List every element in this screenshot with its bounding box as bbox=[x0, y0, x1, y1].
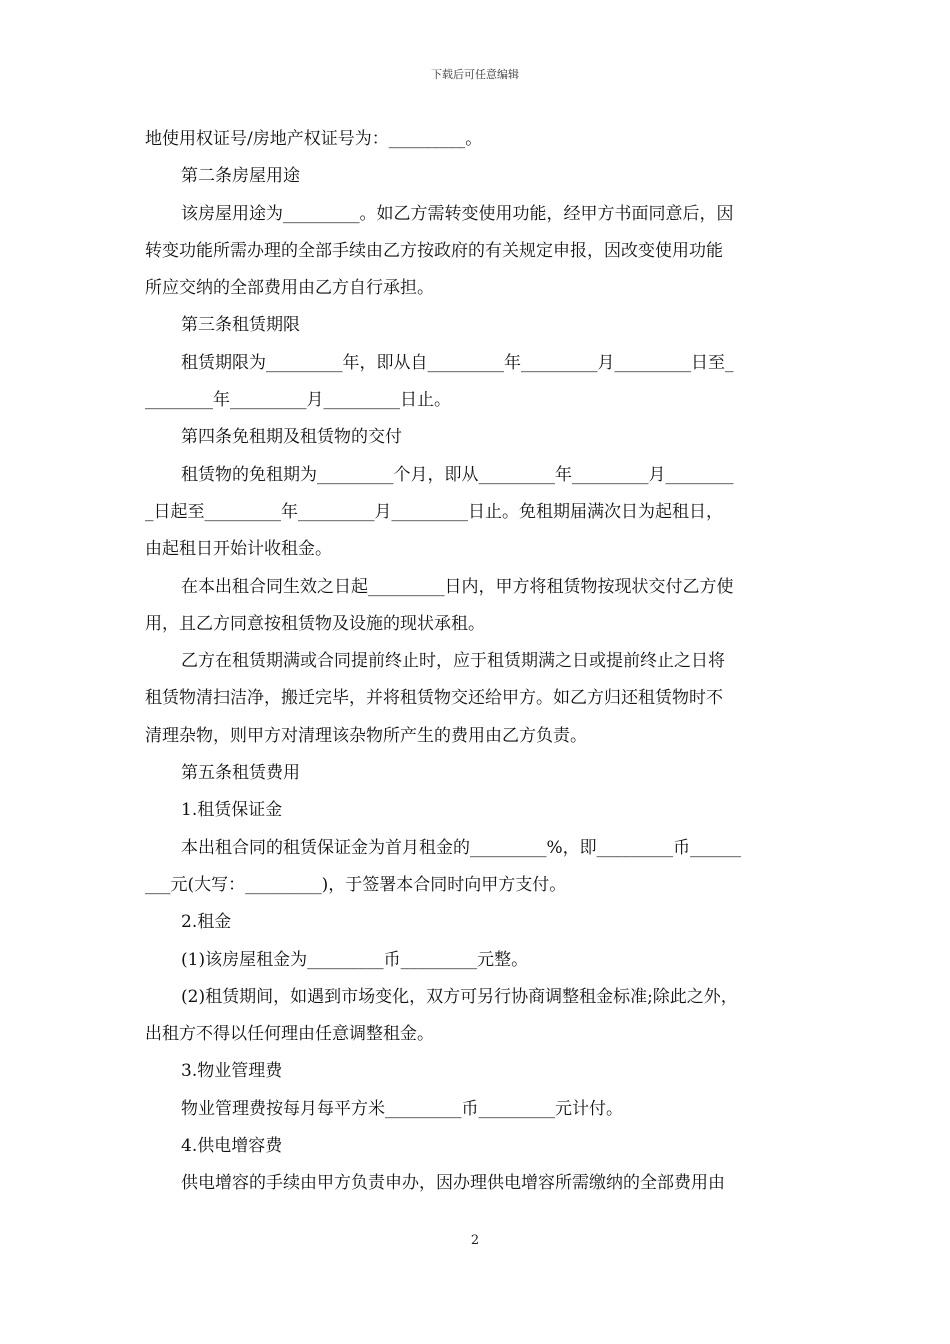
text-line: 第五条租赁费用 bbox=[181, 763, 300, 784]
text-line: (2)租赁期间，如遇到市场变化，双方可另行协商调整租金标准;除此之外， bbox=[181, 986, 738, 1007]
text-line: 4.供电增容费 bbox=[181, 1136, 283, 1157]
text-line: 租赁物的免租期为_________个月，即从_________年_________月________ bbox=[181, 464, 734, 485]
document-body bbox=[145, 121, 810, 1203]
text-line: 2.租金 bbox=[181, 912, 232, 933]
text-line: 供电增容的手续由甲方负责申办，因办理供电增容所需缴纳的全部费用由 bbox=[181, 1173, 725, 1194]
text-line: 租赁物清扫洁净，搬迁完毕，并将租赁物交还给甲方。如乙方归还租赁物时不 bbox=[145, 688, 723, 709]
text-line: 该房屋用途为_________。如乙方需转变使用功能，经甲方书面同意后，因 bbox=[181, 203, 734, 224]
text-line: ___元(大写：_________)，于签署本合同时向甲方支付。 bbox=[145, 874, 567, 895]
text-line: 物业管理费按每月每平方米_________币_________元计付。 bbox=[181, 1098, 623, 1119]
page-number: 2 bbox=[470, 1233, 480, 1248]
text-line: 由起租日开始计收租金。 bbox=[145, 539, 332, 560]
page-header: 下载后可任意编辑 bbox=[431, 68, 519, 81]
text-line: 用，且乙方同意按租赁物及设施的现状承租。 bbox=[145, 613, 485, 634]
text-line: 第二条房屋用途 bbox=[181, 166, 300, 187]
text-line: (1)该房屋租金为_________币_________元整。 bbox=[181, 949, 529, 970]
text-line: 在本出租合同生效之日起_________日内，甲方将租赁物按现状交付乙方使 bbox=[181, 576, 734, 597]
text-line: 第三条租赁期限 bbox=[181, 315, 300, 336]
text-line: 清理杂物，则甲方对清理该杂物所产生的费用由乙方负责。 bbox=[145, 725, 587, 746]
text-line: 转变功能所需办理的全部手续由乙方按政府的有关规定申报，因改变使用功能 bbox=[145, 240, 723, 261]
text-line: 出租方不得以任何理由任意调整租金。 bbox=[145, 1024, 434, 1045]
text-line: _日起至_________年_________月_________日止。免租期届满次日为起租日， bbox=[145, 501, 723, 522]
text-line: 所应交纳的全部费用由乙方自行承担。 bbox=[145, 278, 434, 299]
text-line: ________年_________月_________日止。 bbox=[145, 390, 451, 411]
text-line: 本出租合同的租赁保证金为首月租金的_________%，即_________币______ bbox=[181, 837, 742, 858]
text-line: 1.租赁保证金 bbox=[181, 800, 283, 821]
text-line: 乙方在租赁期满或合同提前终止时，应于租赁期满之日或提前终止之日将 bbox=[181, 651, 725, 672]
text-line: 3.物业管理费 bbox=[181, 1061, 283, 1082]
text-line: 地使用权证号/房地产权证号为：_________。 bbox=[145, 129, 483, 149]
text-line: 租赁期限为_________年，即从自_________年_________月_________日至_ bbox=[181, 352, 734, 373]
text-line: 第四条免租期及租赁物的交付 bbox=[181, 427, 402, 448]
